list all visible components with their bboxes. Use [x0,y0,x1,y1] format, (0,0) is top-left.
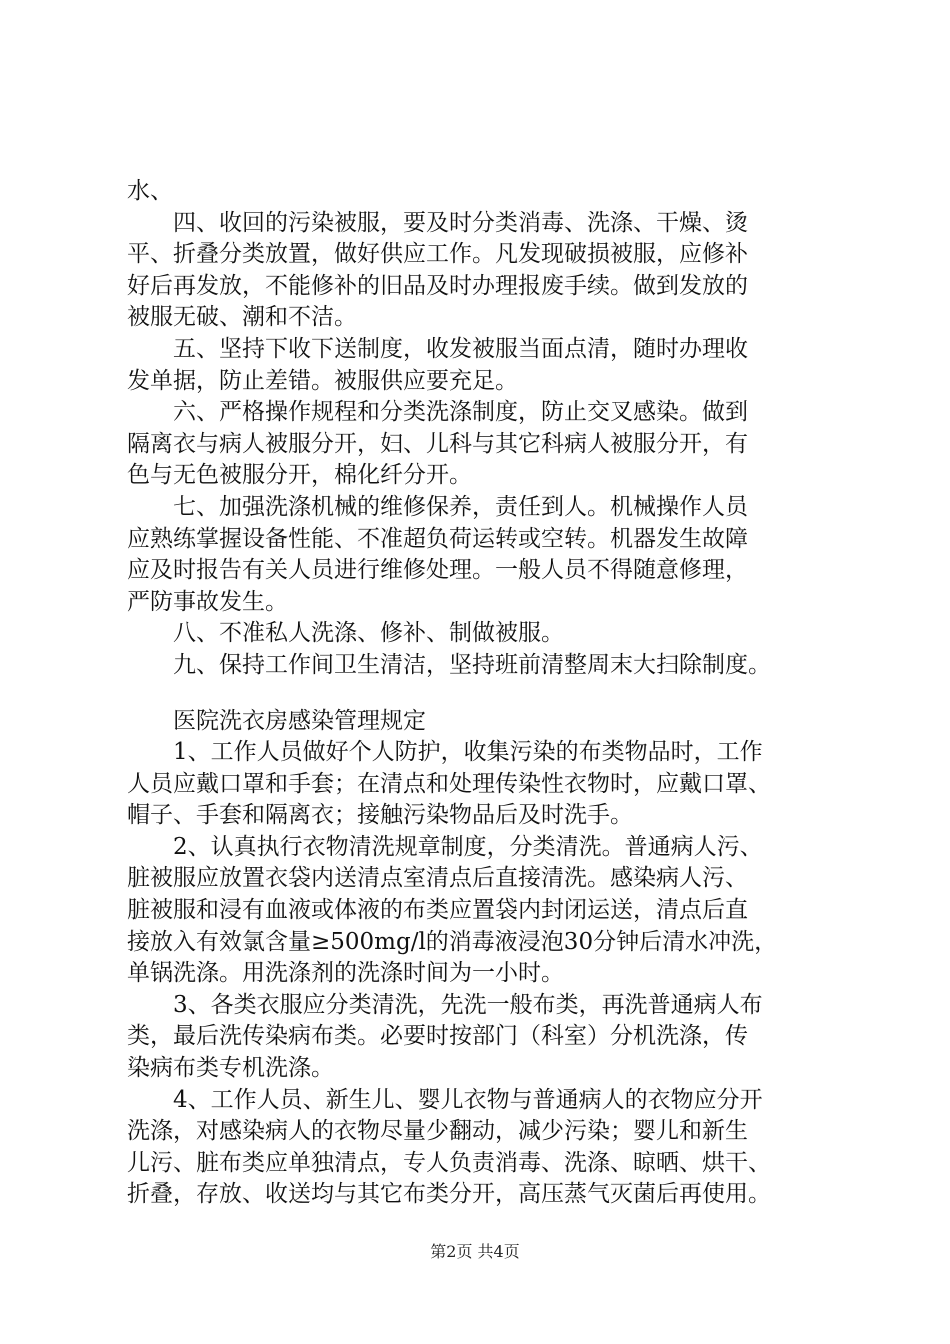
text-line: 发单据，防止差错。被服供应要充足。 [127,367,518,394]
text-line: 帽子、手套和隔离衣；接触污染物品后及时洗手。 [127,802,633,829]
text-line: 四、收回的污染被服，要及时分类消毒、洗涤、干燥、烫 [173,209,748,236]
text-line: 色与无色被服分开，棉化纤分开。 [127,462,472,489]
section-gap [127,682,847,706]
text-line: 严防事故发生。 [127,588,288,615]
text-line: 水、 [127,178,173,204]
text-line: 脏被服和浸有血液或体液的布类应置袋内封闭运送，清点后直 [127,897,748,924]
paragraph [127,334,847,397]
text-line: 洗涤，对感染病人的衣物尽量少翻动，减少污染；婴儿和新生 [127,1118,748,1145]
text-line: 儿污、脏布类应单独清点，专人负责消毒、洗涤、晾晒、烘干、 [127,1149,771,1176]
document-body [127,176,847,1211]
text-line: 人员应戴口罩和手套；在清点和处理传染性衣物时，应戴口罩、 [127,770,771,797]
paragraph [127,1085,847,1211]
text-line: 染病布类专机洗涤。 [127,1055,334,1082]
paragraph [127,832,847,990]
text-line: 折叠，存放、收送均与其它布类分开，高压蒸气灭菌后再使用。 [127,1181,771,1208]
laundry-rules-section [127,176,847,682]
paragraph [127,650,847,682]
text-line: 隔离衣与病人被服分开，妇、儿科与其它科病人被服分开，有 [127,430,748,457]
text-line: 1、工作人员做好个人防护，收集污染的布类物品时，工作 [173,739,763,766]
text-line: 七、加强洗涤机械的维修保养，责任到人。机械操作人员 [173,493,748,520]
section-title: 医院洗衣房感染管理规定 [173,707,426,734]
paragraph [127,176,847,208]
text-line: 3、各类衣服应分类清洗，先洗一般布类，再洗普通病人布 [173,991,763,1018]
paragraph [127,492,847,618]
paragraph [127,618,847,650]
text-line: 应及时报告有关人员进行维修处理。一般人员不得随意修理， [127,557,748,584]
page-number-footer: 第2页 共4页 [430,1242,520,1261]
paragraph [127,397,847,492]
text-line: 五、坚持下收下送制度，收发被服当面点清，随时办理收 [173,335,748,362]
text-line: 类，最后洗传染病布类。必要时按部门（科室）分机洗涤，传 [127,1023,748,1050]
text-line: 九、保持工作间卫生清洁，坚持班前清整周末大扫除制度。 [173,651,771,678]
text-line: 好后再发放，不能修补的旧品及时办理报废手续。做到发放的 [127,272,748,299]
text-line: 八、不准私人洗涤、修补、制做被服。 [173,620,564,647]
infection-rules-section [127,737,847,1211]
text-line: 单锅洗涤。用洗涤剂的洗涤时间为一小时。 [127,960,564,987]
text-line: 脏被服应放置衣袋内送清点室清点后直接清洗。感染病人污、 [127,865,748,892]
text-line: 2、认真执行衣物清洗规章制度，分类清洗。普通病人污、 [173,833,763,860]
text-line: 应熟练掌握设备性能、不准超负荷运转或空转。机器发生故障 [127,525,748,552]
paragraph [127,737,847,832]
text-line: 被服无破、潮和不洁。 [127,304,357,331]
text-line: 接放入有效氯含量≥500mg/l的消毒液浸泡30分钟后清水冲洗， [127,928,778,955]
text-line: 4、工作人员、新生儿、婴儿衣物与普通病人的衣物应分开 [173,1086,763,1113]
text-line: 平、折叠分类放置，做好供应工作。凡发现破损被服，应修补 [127,241,748,268]
paragraph [127,208,847,334]
text-line: 六、严格操作规程和分类洗涤制度，防止交叉感染。做到 [173,399,748,426]
paragraph [127,990,847,1085]
